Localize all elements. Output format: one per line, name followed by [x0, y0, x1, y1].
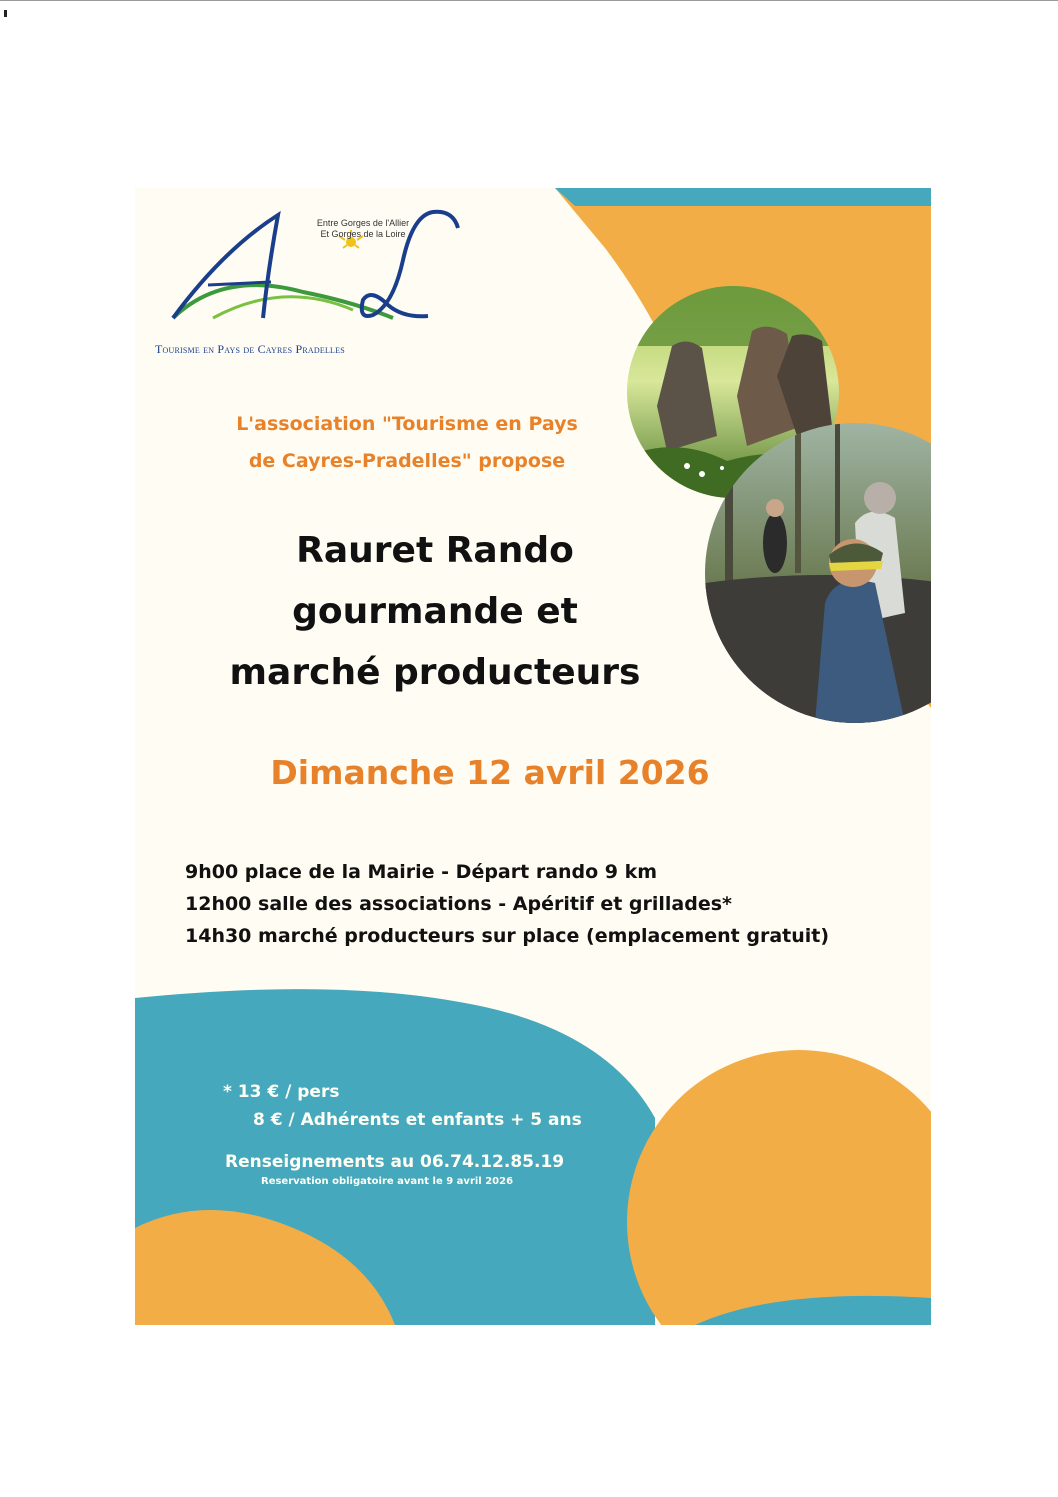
event-title [135, 520, 735, 703]
contact-info: Renseignements au 06.74.12.85.19 [225, 1152, 565, 1172]
logo-tagline-line2: Et Gorges de la Loire [320, 229, 406, 239]
logo-letter-a [173, 215, 278, 318]
pricing-block [223, 1078, 603, 1189]
schedule [185, 856, 925, 952]
price-line-2: 8 € / Adhérents et enfants + 5 ans [253, 1110, 582, 1130]
logo-tagline [303, 218, 423, 240]
title-line-2: gourmande et [292, 591, 578, 632]
teal-band-top [555, 188, 931, 206]
schedule-item: 9h00 place de la Mairie - Départ rando 9 km [185, 861, 658, 883]
intro-line-1: L'association "Tourisme en Pays [236, 413, 578, 435]
association-logo [153, 200, 473, 365]
price-line-1: * 13 € / pers [223, 1082, 340, 1102]
event-date: Dimanche 12 avril 2026 [270, 753, 710, 792]
intro-text [157, 406, 657, 480]
scan-edge-line [0, 0, 1058, 7]
logo-hill-1 [173, 285, 393, 318]
intro-line-2: de Cayres-Pradelles" propose [248, 450, 566, 472]
scan-mark [4, 10, 7, 17]
reservation-note: Reservation obligatoire avant le 9 avril 2026 [261, 1176, 514, 1187]
title-line-1: Rauret Rando [296, 530, 574, 571]
title-line-3: marché producteurs [229, 652, 641, 693]
schedule-item: 12h00 salle des associations - Apéritif et grillades* [185, 893, 732, 915]
poster [135, 188, 931, 1325]
logo-name: Tourisme en Pays de Cayres Pradelles [155, 342, 345, 356]
logo-tagline-line1: Entre Gorges de l'Allier [316, 218, 410, 228]
schedule-item: 14h30 marché producteurs sur place (emplacement gratuit) [185, 925, 830, 947]
